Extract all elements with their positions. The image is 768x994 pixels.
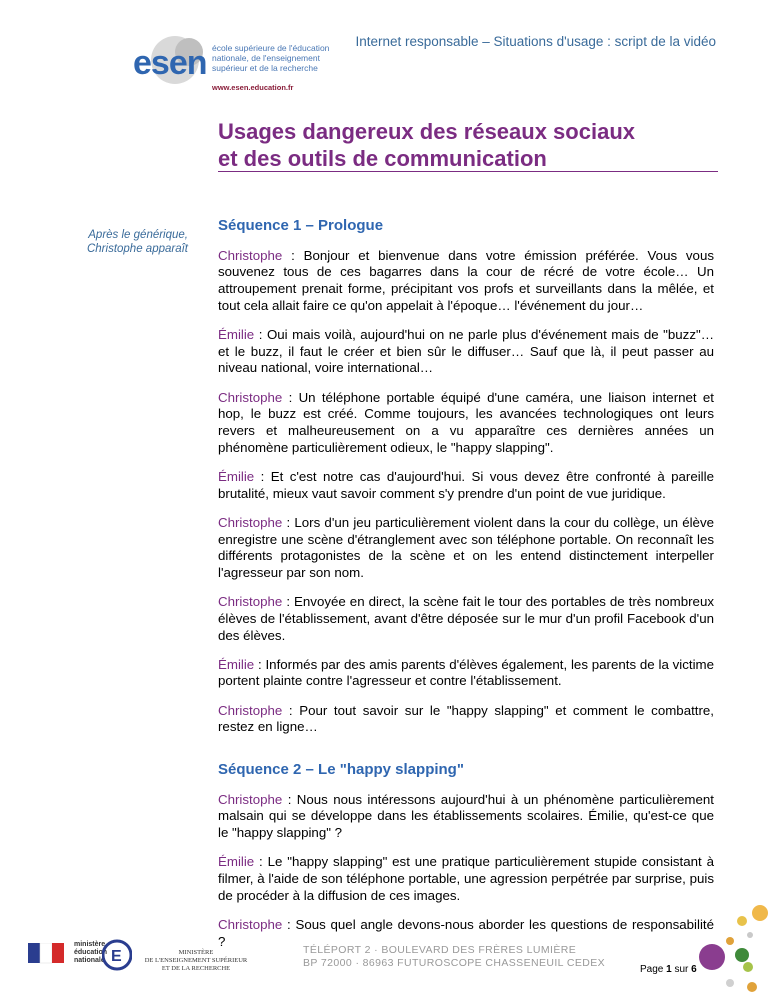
ministry-line: DE L'ENSEIGNEMENT SUPÉRIEUR xyxy=(144,957,248,964)
speaker-separator: : xyxy=(254,468,271,484)
dialogue-line xyxy=(218,594,714,644)
speaker-separator: : xyxy=(282,389,299,405)
dialogue-line xyxy=(218,469,714,502)
dialogue-text: Sous quel angle devons-nous aborder les questions de responsabilité ? xyxy=(218,917,714,949)
marianne-logo-icon xyxy=(28,943,64,971)
address-line: BP 72000 · 86963 FUTUROSCOPE CHASSENEUIL CEDEX xyxy=(303,957,606,969)
footer-logos xyxy=(28,935,258,985)
speaker-name: Christophe xyxy=(218,917,283,932)
sequence-title: Séquence 1 – Prologue xyxy=(218,217,384,234)
page-number xyxy=(640,964,697,975)
edu-circle-logo-icon xyxy=(102,935,132,975)
speaker-separator: : xyxy=(282,791,297,807)
speaker-name: Christophe xyxy=(218,791,283,807)
logo-subtitle xyxy=(212,43,329,73)
dialogue-text: Lors d'un jeu particulièrement violent dans la cour du collège, un élève enregistre une scène d'étranglement avec son téléphone portable. On reconnaît les différents protagonistes de la scène et on les entend distinctement interpeller l'agresseur par son nom. xyxy=(218,514,714,580)
logo-subtitle-line: nationale, de l'enseignement xyxy=(212,53,320,63)
speaker-separator: : xyxy=(282,594,295,610)
speaker-separator: : xyxy=(282,247,304,263)
speaker-separator: : xyxy=(282,514,295,530)
speaker-separator: : xyxy=(254,854,268,870)
speaker-name: Émilie xyxy=(218,468,255,484)
dialogue-text: Informés par des amis parents d'élèves également, les parents de la victime portent plainte contre l'agresseur et contre l'établissement. xyxy=(218,656,714,689)
ministry-line: MINISTÈRE xyxy=(178,949,214,956)
dialogue-text: Le "happy slapping" est une pratique particulièrement stupide consistant à filmer, à l'aide de son téléphone portable, une agression perpétrée par surprise, puis de procéder à la diffusion de ces images. xyxy=(218,854,714,903)
document-title-line: Usages dangereux des réseaux sociaux xyxy=(218,119,635,144)
edu-line: nationale xyxy=(74,957,105,964)
logo-subtitle-line: supérieur et de la recherche xyxy=(212,63,318,73)
page-total: 6 xyxy=(691,964,697,975)
dialogue-line xyxy=(218,327,714,377)
ministry-label xyxy=(136,949,256,973)
ministry-line: ET DE LA RECHERCHE xyxy=(161,965,231,972)
dialogue-line xyxy=(218,657,714,690)
dialogue-line xyxy=(218,515,714,582)
dialogue-text: Envoyée en direct, la scène fait le tour des portables de très nombreux élèves de l'établissement, avant d'être déposée sur le mur d'un profil Facebook d'un des élèves. xyxy=(218,594,714,643)
speaker-name: Christophe xyxy=(218,702,283,718)
margin-note: Après le générique, Christophe apparaît xyxy=(86,229,188,255)
speaker-name: Émilie xyxy=(218,854,255,870)
page-current: 1 xyxy=(666,964,672,975)
dialogue-line xyxy=(218,390,714,457)
title-divider xyxy=(218,171,718,172)
dialogue-text: Nous nous intéressons aujourd'hui à un phénomène particulièrement malsain qui se développe dans les établissements scolaires. Émilie, qu'est-ce que le "happy slapping" ? xyxy=(218,791,714,841)
dialogue-text: Un téléphone portable équipé d'une caméra, une liaison internet et hop, le buzz est créé. Comme toujours, les avancées technologiques ont leurs revers et malheureusement on a vu apparaître ces dernières années un phénomène particulièrement odieux, le "happy slapping". xyxy=(218,389,714,455)
document-title-line: et des outils de communication xyxy=(218,146,547,171)
speaker-separator: : xyxy=(282,702,300,718)
logo-word: esen xyxy=(133,44,207,82)
speaker-name: Christophe xyxy=(218,514,283,530)
footer-address xyxy=(303,944,605,970)
logo-subtitle-line: école supérieure de l'éducation xyxy=(212,43,330,53)
dialogue-line xyxy=(218,248,714,315)
script-content xyxy=(218,218,714,963)
header-title: Internet responsable – Situations d'usage : script de la vidéo xyxy=(355,34,716,49)
page-of: sur xyxy=(674,964,689,975)
edu-line: ministère xyxy=(74,941,106,948)
speaker-separator: : xyxy=(254,327,267,343)
address-line: TÉLÉPORT 2 · BOULEVARD DES FRÈRES LUMIÈRE xyxy=(303,944,577,956)
dialogue-text: Oui mais voilà, aujourd'hui on ne parle plus d'événement mais de "buzz"… et le buzz, il faut le créer et bien sûr le diffuser… Sauf que là, il peut passer au niveau national, voire international… xyxy=(218,327,714,376)
speaker-name: Émilie xyxy=(218,656,255,672)
speaker-separator: : xyxy=(254,656,266,672)
dialogue-line xyxy=(218,792,714,842)
edu-line: éducation xyxy=(74,949,108,956)
dialogue-text: Pour tout savoir sur le "happy slapping" et comment le combattre, restez en ligne… xyxy=(218,702,714,735)
svg-text:E: E xyxy=(111,948,122,965)
speaker-separator: : xyxy=(282,917,296,932)
dialogue-text: Et c'est notre cas d'aujourd'hui. Si vous devez être confronté à pareille brutalité, mieux vaut savoir comment s'y prendre d'un point de vue juridique. xyxy=(218,468,714,501)
document-title xyxy=(218,118,718,172)
speaker-name: Christophe xyxy=(218,594,283,610)
page-label: Page xyxy=(640,964,664,975)
dialogue-line xyxy=(218,703,714,736)
dialogue-text: Bonjour et bienvenue dans votre émission préférée. Vous vous souvenez tous de ces bagarres dans la cour de récré de votre école… Un attroupement prenait forme, précipitant vos profs et surveillants dans la mêlée, et tout cela allait faire ce qu'on appelait à l'époque… l'événement du jour… xyxy=(218,247,714,313)
speaker-name: Christophe xyxy=(218,389,283,405)
logo-url[interactable]: www.esen.education.fr xyxy=(212,83,294,92)
speaker-name: Émilie xyxy=(218,327,255,343)
sequence-title: Séquence 2 – Le "happy slapping" xyxy=(218,761,464,779)
dialogue-line xyxy=(218,854,714,904)
speaker-name: Christophe xyxy=(218,247,283,263)
decorative-dots-icon xyxy=(690,905,768,994)
